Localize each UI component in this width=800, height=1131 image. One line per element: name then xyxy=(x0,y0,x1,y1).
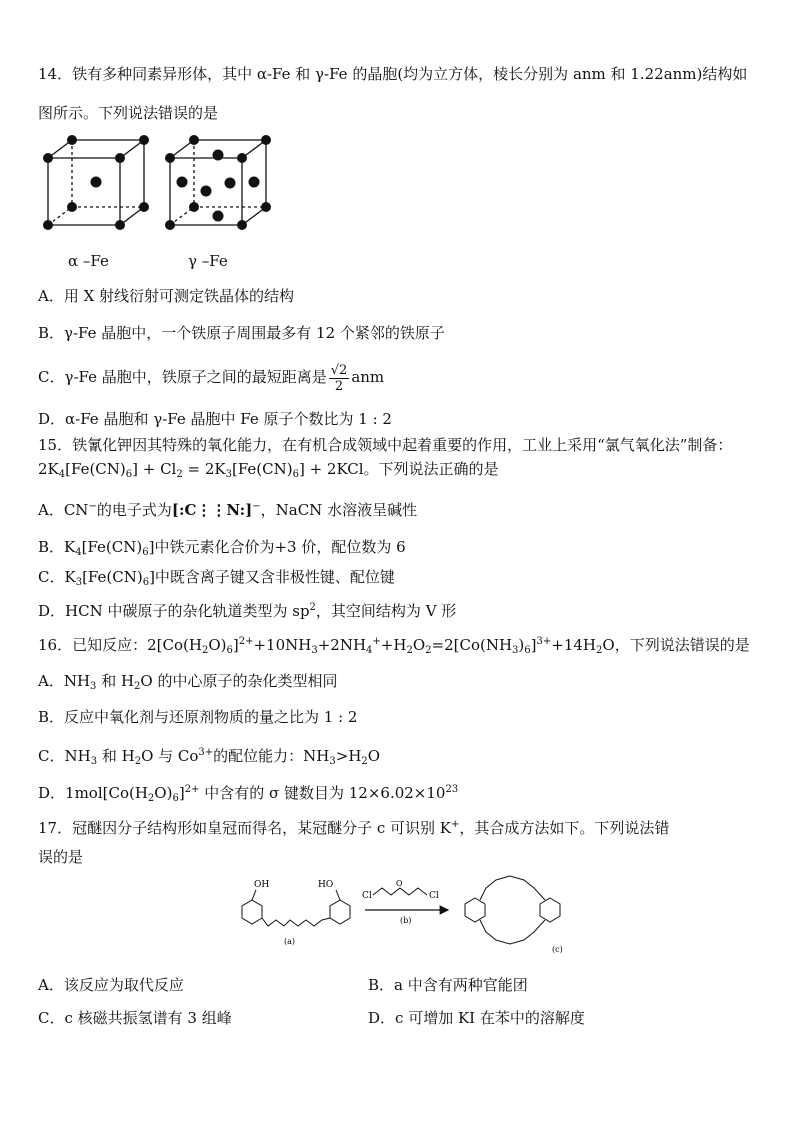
eq-sub: 2 xyxy=(596,645,603,656)
opt-sup: − xyxy=(252,501,261,512)
q15-option-a xyxy=(38,497,417,520)
q17-option-b: B．a 中含有两种官能团 xyxy=(368,976,528,994)
opt-sub: 3 xyxy=(329,756,336,767)
q16-option-a xyxy=(38,671,338,697)
opt-text: A．NH xyxy=(38,672,91,690)
opt-text: ] xyxy=(178,784,185,802)
eq-sub: 4 xyxy=(58,469,66,480)
opt-sub: 4 xyxy=(75,547,82,558)
cl-label-right: Cl xyxy=(429,891,439,901)
q16-option-d xyxy=(38,780,458,809)
eq-sub: 3 xyxy=(311,645,318,656)
eq-part: O xyxy=(412,636,426,654)
q16-stem xyxy=(38,632,750,661)
q14-stem-line1: 14．铁有多种同素异形体，其中 α-Fe 和 γ-Fe 的晶胞(均为立方体，棱长分别为 anm 和 1.22anm)结构如 xyxy=(38,65,748,83)
eq-sub: 3 xyxy=(225,469,232,480)
eq-part: +10NH xyxy=(253,636,312,654)
eq-sub: 6 xyxy=(292,469,299,480)
opt-text: ]中既含离子键又含非极性键、配位键 xyxy=(149,568,395,586)
fraction-denominator: 2 xyxy=(334,378,344,394)
eq-sub: 2 xyxy=(176,469,183,480)
q17-option-c: C．c 核磁共振氢谱有 3 组峰 xyxy=(38,1009,232,1027)
eq-part: [Fe(CN) xyxy=(231,460,293,478)
oh-label: OH xyxy=(254,880,270,890)
stem-text: ，其合成方法如下。下列说法错 xyxy=(459,819,670,837)
opt-sub: 6 xyxy=(142,547,149,558)
opt-text: C．NH xyxy=(38,747,91,765)
eq-sub: 2 xyxy=(406,645,413,656)
eq-sub: 2 xyxy=(201,645,209,656)
eq-sub: 3 xyxy=(512,645,519,656)
eq-sub: 6 xyxy=(125,469,133,480)
eq-sub: 6 xyxy=(524,645,531,656)
opt-text: ，其空间结构为 V 形 xyxy=(315,602,457,620)
q16-option-c xyxy=(38,743,380,772)
eq-sup: 2+ xyxy=(238,636,254,647)
opt-sub: 6 xyxy=(142,577,150,588)
eq-part: ] xyxy=(530,636,537,654)
opt-text: [Fe(CN) xyxy=(82,568,143,586)
opt-text: ，NaCN 水溶液呈碱性 xyxy=(260,501,418,519)
stem-text: 17．冠醚因分子结构形如皇冠而得名，某冠醚分子 c 可识别 K xyxy=(38,819,452,837)
eq-part: O，下列说法错误的是 xyxy=(602,636,750,654)
opt-sup: 2 xyxy=(309,602,316,613)
opt-text: 和 H xyxy=(97,747,135,765)
label-b: (b) xyxy=(400,916,412,925)
eq-part: [Fe(CN) xyxy=(65,460,126,478)
eq-part: 16．已知反应：2[Co(H xyxy=(38,636,202,654)
opt-text: 中含有的 σ 键数目为 12×6.02×10 xyxy=(199,784,446,802)
eq-part: ] + 2KCl。下列说法正确的是 xyxy=(298,460,499,478)
opt-text: >H xyxy=(335,747,362,765)
q16-option-b: B．反应中氧化剂与还原剂物质的量之比为 1 : 2 xyxy=(38,708,358,726)
ho-label: HO xyxy=(318,880,334,890)
opt-text: [Fe(CN) xyxy=(81,538,143,556)
eq-part: +2NH xyxy=(317,636,367,654)
crown-ether-synthesis-scheme xyxy=(230,868,570,960)
eq-part: ] xyxy=(232,636,239,654)
opt-sup: 3+ xyxy=(198,747,214,758)
q15-stem-line1: 15．铁氰化钾因其特殊的氧化能力，在有机合成领域中起着重要的作用，工业上采用“氯气氧化法”制备： xyxy=(38,436,733,454)
q14-option-c-unit: anm xyxy=(351,368,385,386)
sqrt2-over-2-fraction xyxy=(329,363,350,394)
opt-sub: 3 xyxy=(90,756,98,767)
eq-sup: 3+ xyxy=(536,636,552,647)
cl-label-left: Cl xyxy=(362,891,372,901)
q14-option-a: A．用 X 射线衍射可测定铁晶体的结构 xyxy=(38,287,295,305)
eq-sub: 2 xyxy=(425,645,432,656)
opt-text: B．K xyxy=(38,538,76,556)
stem-sup: + xyxy=(451,819,460,830)
opt-text: A．CN xyxy=(38,501,89,519)
electron-formula: [:C⋮⋮N:] xyxy=(171,501,253,519)
opt-text: 和 H xyxy=(96,672,135,690)
opt-sub: 6 xyxy=(172,793,179,804)
label-c: (c) xyxy=(552,945,563,954)
label-a: (a) xyxy=(284,937,296,946)
q17-stem-line2: 误的是 xyxy=(38,848,84,866)
q15-option-b xyxy=(38,537,406,563)
eq-part: 2K xyxy=(38,460,59,478)
eq-sub: 6 xyxy=(226,645,233,656)
opt-text: 的配位能力：NH xyxy=(213,747,330,765)
opt-text: ]中铁元素化合价为+3 价，配位数为 6 xyxy=(148,538,406,556)
opt-sub: 3 xyxy=(75,577,83,588)
opt-text: O 的中心原子的杂化类型相同 xyxy=(140,672,338,690)
opt-text: D．HCN 中碳原子的杂化轨道类型为 sp xyxy=(38,602,310,620)
opt-text: 的电子式为 xyxy=(96,501,172,519)
q14-option-b: B．γ-Fe 晶胞中，一个铁原子周围最多有 12 个紧邻的铁原子 xyxy=(38,324,445,342)
ether-o-label: O xyxy=(396,879,403,888)
eq-sup: + xyxy=(372,636,381,647)
q14-figure-label-gamma: γ –Fe xyxy=(188,252,228,270)
q14-option-d: D．α-Fe 晶胞和 γ-Fe 晶胞中 Fe 原子个数比为 1 : 2 xyxy=(38,410,392,428)
molecule-a xyxy=(242,890,350,926)
q17-option-d: D．c 可增加 KI 在苯中的溶解度 xyxy=(368,1009,585,1027)
opt-sub: 2 xyxy=(134,756,142,767)
opt-sub: 2 xyxy=(147,793,155,804)
eq-part: ] + Cl xyxy=(132,460,177,478)
eq-part: +14H xyxy=(551,636,597,654)
eq-part: ) xyxy=(518,636,525,654)
eq-part: +H xyxy=(380,636,407,654)
q14-option-c-text: C．γ-Fe 晶胞中，铁原子之间的最短距离是 xyxy=(38,368,327,386)
opt-sub: 3 xyxy=(90,681,97,692)
opt-sup: 23 xyxy=(445,784,459,795)
opt-sub: 2 xyxy=(134,681,141,692)
opt-text: O xyxy=(367,747,381,765)
molecule-c xyxy=(465,876,560,944)
eq-part: =2[Co(NH xyxy=(431,636,513,654)
opt-text: D．1mol[Co(H xyxy=(38,784,148,802)
reagent-b xyxy=(373,888,427,895)
q15-option-c xyxy=(38,567,395,593)
eq-part: = 2K xyxy=(182,460,226,478)
eq-part: O) xyxy=(208,636,227,654)
opt-text: O 与 Co xyxy=(141,747,199,765)
q14-figure-label-alpha: α –Fe xyxy=(68,252,109,270)
q17-option-a: A．该反应为取代反应 xyxy=(38,976,184,994)
q15-equation xyxy=(38,459,499,485)
eq-sub: 4 xyxy=(366,645,373,656)
q14-option-c xyxy=(38,360,384,394)
opt-text: C．K xyxy=(38,568,76,586)
fraction-numerator: √2 xyxy=(330,362,348,378)
opt-sup: 2+ xyxy=(184,784,200,795)
opt-sub: 2 xyxy=(361,756,368,767)
opt-text: O) xyxy=(154,784,173,802)
q17-stem-line1 xyxy=(38,815,669,838)
opt-sup: − xyxy=(88,501,97,512)
q15-option-d xyxy=(38,598,456,621)
q14-stem-line2: 图所示。下列说法错误的是 xyxy=(38,104,219,122)
